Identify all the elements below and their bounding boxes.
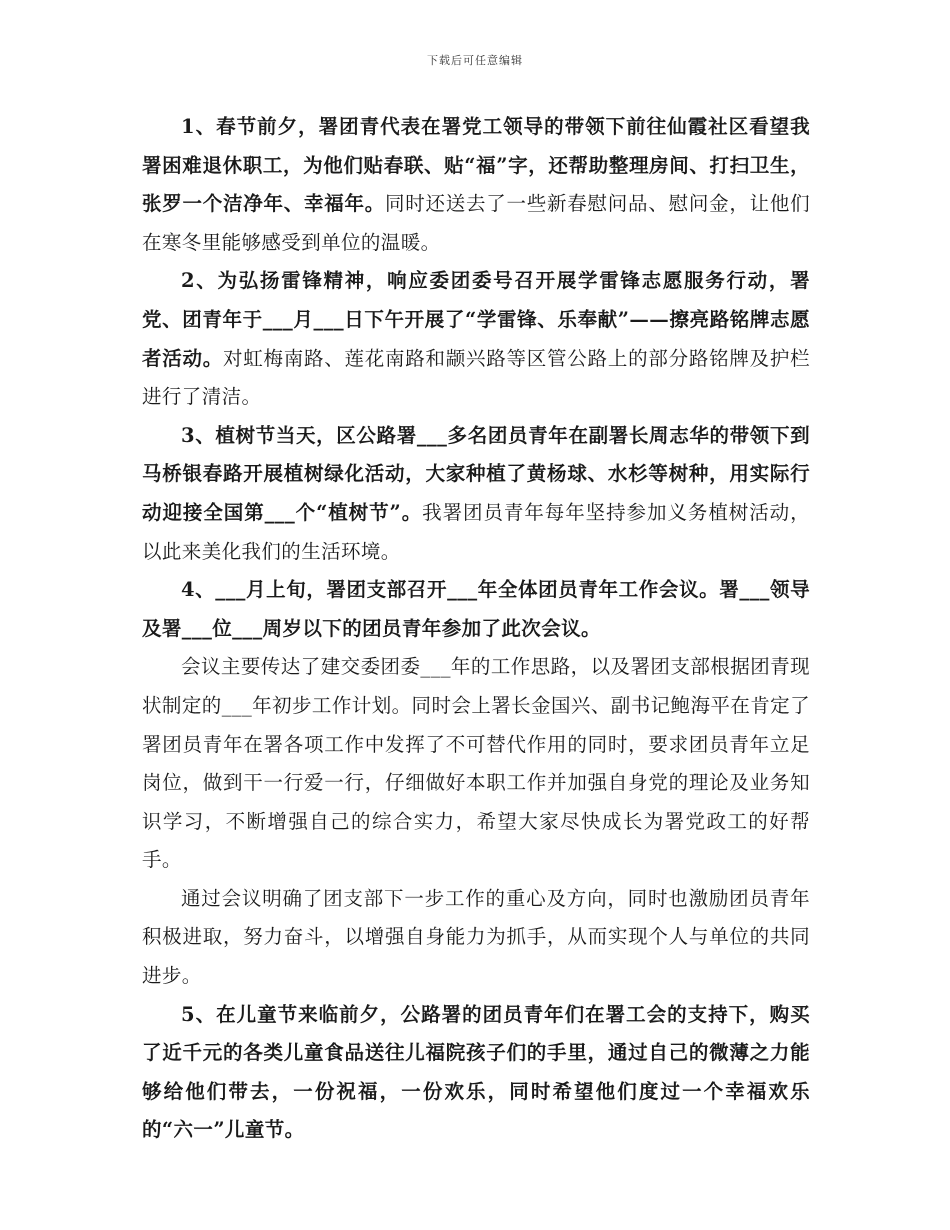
paragraph-3: [142, 417, 810, 571]
paragraph-4: [142, 571, 810, 648]
paragraph-4-bold: 4、___月上旬，署团支部召开___年全体团员青年工作会议。署___领导及署___位___周岁以下的团员青年参加了此次会议。: [142, 578, 810, 640]
page-header-note: 下载后可任意编辑: [427, 54, 523, 67]
paragraph-7: [142, 996, 810, 1150]
paragraph-2: [142, 262, 810, 416]
paragraph-2-bold: 2、为弘扬雷锋精神，响应委团委号召开展学雷锋志愿服务行动，署党、团青年于___月___日下午开展了“学雷锋、乐奉献”——擦亮路铭牌志愿者活动。: [142, 269, 810, 370]
paragraph-3-bold: 3、植树节当天，区公路署___多名团员青年在副署长周志华的带领下到马桥银春路开展植树绿化活动，大家种植了黄杨球、水杉等树种，用实际行动迎接全国第___个“植树节”。: [142, 423, 810, 524]
paragraph-1-bold: 1、春节前夕，署团青代表在署党工领导的带领下前往仙霞社区看望我署困难退休职工，为他们贴春联、贴“福”字，还帮助整理房间、打扫卫生，张罗一个洁净年、幸福年。: [142, 115, 810, 216]
paragraph-5: [142, 648, 810, 880]
paragraph-6: [142, 880, 810, 996]
paragraph-5-normal: 会议主要传达了建交委团委___年的工作思路，以及署团支部根据团青现状制定的___年初步工作计划。同时会上署长金国兴、副书记鲍海平在肯定了署团员青年在署各项工作中发挥了不可替代作用的同时，要求团员青年立足岗位，做到干一行爱一行，仔细做好本职工作并加强自身党的理论及业务知识学习，不断增强自己的综合实力，希望大家尽快成长为署党政工的好帮手。: [142, 655, 810, 872]
paragraph-3-normal: 我署团员青年每年坚持参加义务植树活动，以此来美化我们的生活环境。: [142, 500, 810, 563]
paragraph-2-normal: 对虹梅南路、莲花南路和颛兴路等区管公路上的部分路铭牌及护栏进行了清洁。: [142, 346, 810, 409]
document-body: [142, 108, 810, 1150]
paragraph-6-normal: 通过会议明确了团支部下一步工作的重心及方向，同时也激励团员青年积极进取，努力奋斗，以增强自身能力为抓手，从而实现个人与单位的共同进步。: [142, 886, 810, 988]
paragraph-1-normal: 同时还送去了一些新春慰问品、慰问金，让他们在寒冬里能够感受到单位的温暖。: [142, 192, 810, 254]
paragraph-7-bold: 5、在儿童节来临前夕，公路署的团员青年们在署工会的支持下，购买了近千元的各类儿童食品送往儿福院孩子们的手里，通过自己的微薄之力能够给他们带去，一份祝福，一份欢乐，同时希望他们度过一个幸福欢乐的“六一”儿童节。: [142, 1002, 810, 1142]
paragraph-1: [142, 108, 810, 262]
